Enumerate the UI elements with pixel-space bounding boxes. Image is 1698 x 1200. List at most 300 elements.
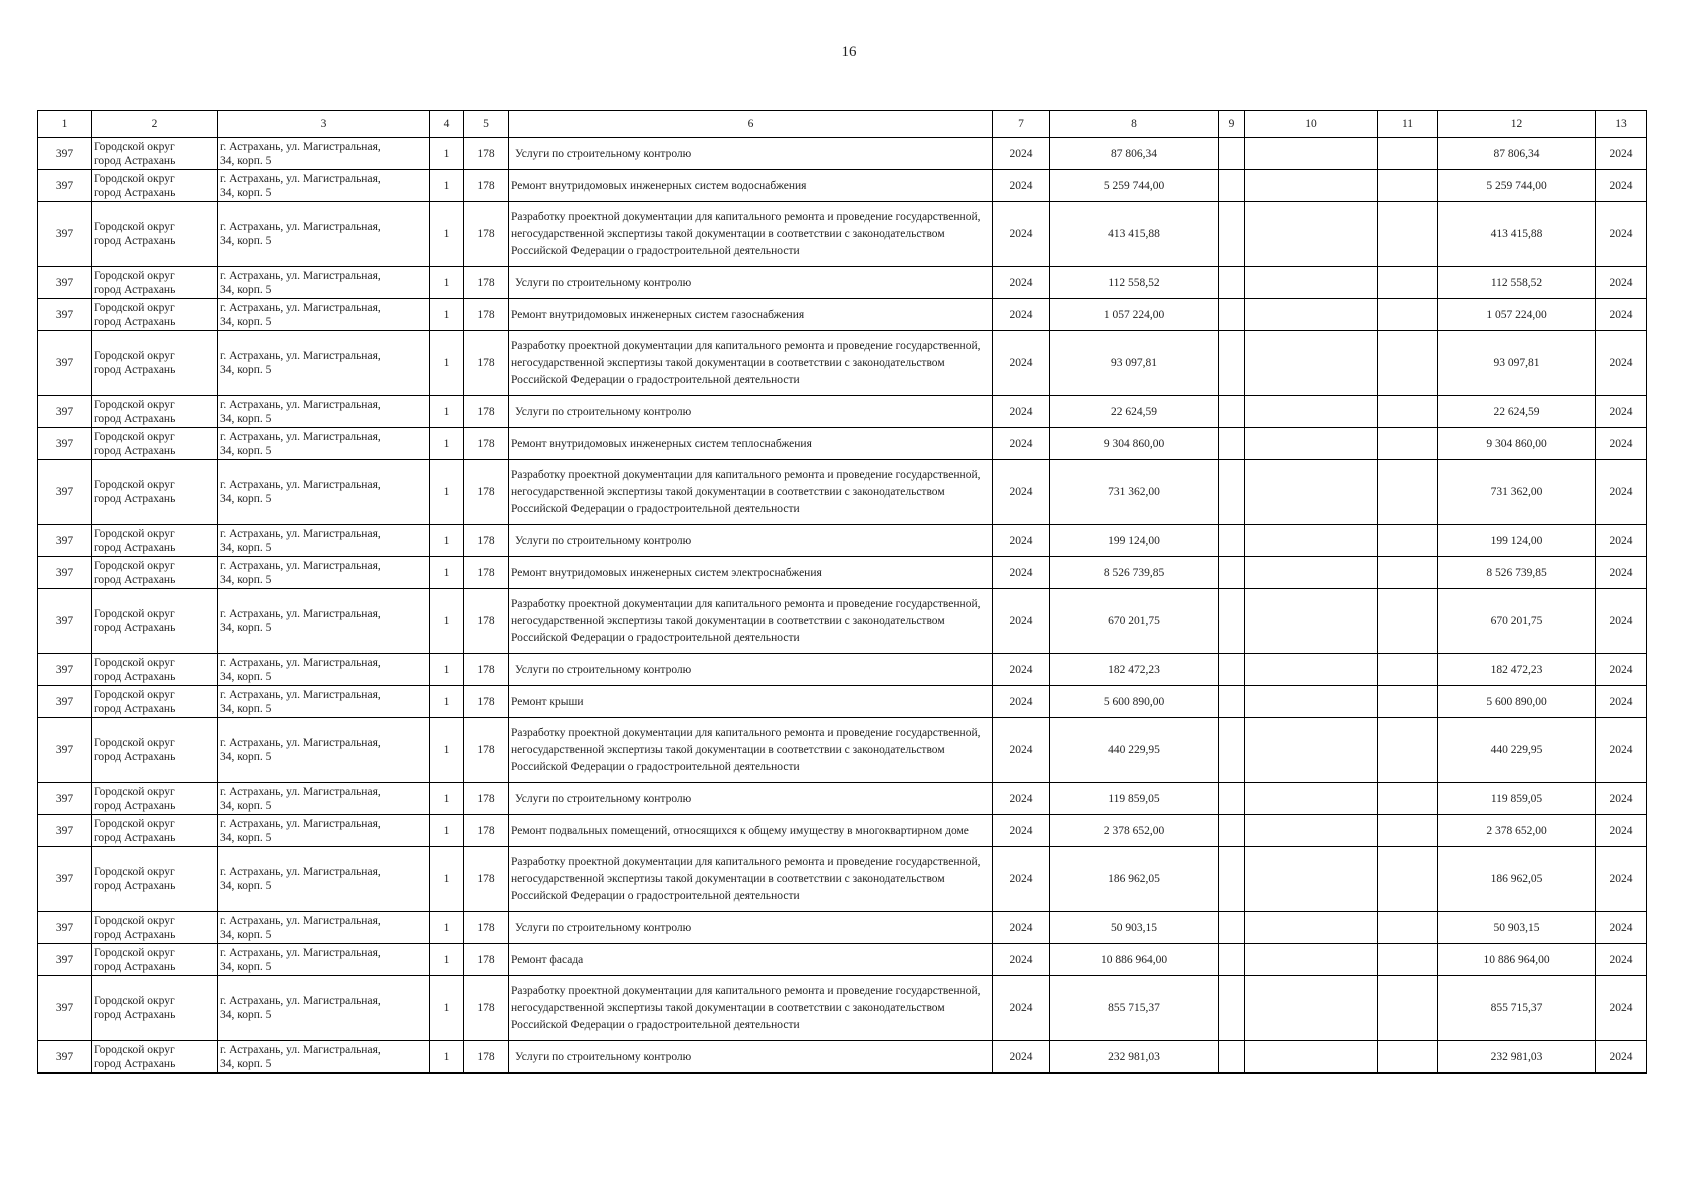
cell-address: г. Астрахань, ул. Магистральная, 34, корп. 5 [218,525,430,557]
cell-year: 2024 [993,267,1050,299]
cell-col-5: 178 [464,944,509,976]
cell-total: 87 806,34 [1438,138,1596,170]
cell-year: 2024 [993,299,1050,331]
cell-col-11 [1378,396,1438,428]
cell-col-10 [1245,557,1378,589]
cell-col-10 [1245,589,1378,654]
cell-work-description: Разработку проектной документации для капитального ремонта и проведение государственной, негосударственной экспертизы такой документации в соответствии с законодательством Российской Федерации о градостроительной деятельности [509,718,993,783]
cell-col-5: 178 [464,783,509,815]
cell-col-5: 178 [464,976,509,1041]
cell-col-10 [1245,396,1378,428]
cell-col-9 [1219,557,1245,589]
cell-col-9 [1219,976,1245,1041]
cell-col-5: 178 [464,557,509,589]
cell-col-11 [1378,299,1438,331]
cell-total: 440 229,95 [1438,718,1596,783]
cell-year: 2024 [993,557,1050,589]
cell-col-10 [1245,686,1378,718]
table-row [38,267,1647,299]
cell-col-4: 1 [430,138,464,170]
cell-end-year: 2024 [1596,202,1647,267]
cell-municipality: Городской округ город Астрахань [92,1041,218,1074]
cell-total: 186 962,05 [1438,847,1596,912]
cell-col-4: 1 [430,331,464,396]
cell-col-10 [1245,847,1378,912]
cell-end-year: 2024 [1596,944,1647,976]
cell-amount: 855 715,37 [1050,976,1219,1041]
cell-col-10 [1245,299,1378,331]
cell-end-year: 2024 [1596,428,1647,460]
cell-row-number: 397 [38,299,92,331]
cell-col-11 [1378,138,1438,170]
cell-municipality: Городской округ город Астрахань [92,202,218,267]
cell-col-5: 178 [464,654,509,686]
cell-col-5: 178 [464,912,509,944]
cell-work-description: Услуги по строительному контролю [509,783,993,815]
cell-col-9 [1219,654,1245,686]
cell-col-9 [1219,944,1245,976]
cell-year: 2024 [993,654,1050,686]
cell-total: 9 304 860,00 [1438,428,1596,460]
cell-col-10 [1245,170,1378,202]
cell-col-9 [1219,912,1245,944]
cell-total: 232 981,03 [1438,1041,1596,1074]
cell-col-11 [1378,783,1438,815]
cell-col-9 [1219,428,1245,460]
cell-year: 2024 [993,331,1050,396]
cell-address: г. Астрахань, ул. Магистральная, 34, корп. 5 [218,944,430,976]
cell-col-10 [1245,525,1378,557]
cell-col-10 [1245,783,1378,815]
cell-col-4: 1 [430,525,464,557]
cell-address: г. Астрахань, ул. Магистральная, 34, корп. 5 [218,202,430,267]
cell-col-5: 178 [464,331,509,396]
cell-end-year: 2024 [1596,718,1647,783]
cell-total: 22 624,59 [1438,396,1596,428]
cell-col-5: 178 [464,202,509,267]
cell-col-9 [1219,815,1245,847]
cell-total: 8 526 739,85 [1438,557,1596,589]
cell-work-description: Ремонт фасада [509,944,993,976]
cell-row-number: 397 [38,815,92,847]
table-row [38,138,1647,170]
cell-col-11 [1378,267,1438,299]
cell-col-10 [1245,460,1378,525]
cell-row-number: 397 [38,525,92,557]
cell-amount: 670 201,75 [1050,589,1219,654]
cell-work-description: Разработку проектной документации для капитального ремонта и проведение государственной, негосударственной экспертизы такой документации в соответствии с законодательством Российской Федерации о градостроительной деятельности [509,331,993,396]
cell-end-year: 2024 [1596,460,1647,525]
cell-end-year: 2024 [1596,686,1647,718]
header-col-4: 4 [430,111,464,138]
cell-col-4: 1 [430,718,464,783]
cell-work-description: Разработку проектной документации для капитального ремонта и проведение государственной, негосударственной экспертизы такой документации в соответствии с законодательством Российской Федерации о градостроительной деятельности [509,202,993,267]
cell-work-description: Ремонт внутридомовых инженерных систем водоснабжения [509,170,993,202]
page-number: 16 [841,44,857,60]
cell-amount: 22 624,59 [1050,396,1219,428]
cell-end-year: 2024 [1596,783,1647,815]
table-row [38,202,1647,267]
cell-col-9 [1219,396,1245,428]
cell-col-11 [1378,686,1438,718]
cell-work-description: Ремонт подвальных помещений, относящихся к общему имуществу в многоквартирном доме [509,815,993,847]
cell-work-description: Услуги по строительному контролю [509,267,993,299]
cell-total: 182 472,23 [1438,654,1596,686]
cell-amount: 5 600 890,00 [1050,686,1219,718]
cell-col-5: 178 [464,170,509,202]
cell-col-4: 1 [430,299,464,331]
cell-col-10 [1245,202,1378,267]
cell-total: 731 362,00 [1438,460,1596,525]
cell-amount: 112 558,52 [1050,267,1219,299]
cell-municipality: Городской округ город Астрахань [92,718,218,783]
cell-col-9 [1219,525,1245,557]
cell-work-description: Разработку проектной документации для капитального ремонта и проведение государственной, негосударственной экспертизы такой документации в соответствии с законодательством Российской Федерации о градостроительной деятельности [509,589,993,654]
cell-col-9 [1219,718,1245,783]
header-row [38,111,1647,138]
cell-col-10 [1245,815,1378,847]
table-row [38,525,1647,557]
cell-end-year: 2024 [1596,525,1647,557]
cell-col-9 [1219,170,1245,202]
cell-end-year: 2024 [1596,654,1647,686]
cell-work-description: Ремонт внутридомовых инженерных систем теплоснабжения [509,428,993,460]
cell-municipality: Городской округ город Астрахань [92,428,218,460]
cell-col-4: 1 [430,686,464,718]
cell-address: г. Астрахань, ул. Магистральная, 34, корп. 5 [218,912,430,944]
cell-col-5: 178 [464,589,509,654]
cell-end-year: 2024 [1596,1041,1647,1074]
cell-year: 2024 [993,912,1050,944]
cell-amount: 199 124,00 [1050,525,1219,557]
cell-col-11 [1378,815,1438,847]
header-col-3: 3 [218,111,430,138]
table-row [38,944,1647,976]
cell-row-number: 397 [38,944,92,976]
cell-year: 2024 [993,396,1050,428]
table-row [38,428,1647,460]
cell-col-11 [1378,847,1438,912]
cell-municipality: Городской округ город Астрахань [92,976,218,1041]
cell-col-10 [1245,718,1378,783]
cell-col-10 [1245,944,1378,976]
header-col-5: 5 [464,111,509,138]
header-col-9: 9 [1219,111,1245,138]
cell-row-number: 397 [38,718,92,783]
cell-municipality: Городской округ город Астрахань [92,589,218,654]
cell-address: г. Астрахань, ул. Магистральная, 34, корп. 5 [218,557,430,589]
cell-end-year: 2024 [1596,912,1647,944]
cell-amount: 8 526 739,85 [1050,557,1219,589]
cell-col-4: 1 [430,654,464,686]
cell-work-description: Ремонт внутридомовых инженерных систем электроснабжения [509,557,993,589]
cell-amount: 50 903,15 [1050,912,1219,944]
cell-work-description: Разработку проектной документации для капитального ремонта и проведение государственной, негосударственной экспертизы такой документации в соответствии с законодательством Российской Федерации о градостроительной деятельности [509,976,993,1041]
cell-col-11 [1378,589,1438,654]
cell-year: 2024 [993,847,1050,912]
cell-amount: 119 859,05 [1050,783,1219,815]
cell-year: 2024 [993,944,1050,976]
cell-address: г. Астрахань, ул. Магистральная, 34, корп. 5 [218,815,430,847]
table-row [38,170,1647,202]
cell-total: 5 600 890,00 [1438,686,1596,718]
cell-address: г. Астрахань, ул. Магистральная, 34, корп. 5 [218,976,430,1041]
cell-year: 2024 [993,138,1050,170]
cell-amount: 9 304 860,00 [1050,428,1219,460]
table-row [38,557,1647,589]
cell-total: 5 259 744,00 [1438,170,1596,202]
cell-col-11 [1378,331,1438,396]
cell-col-4: 1 [430,170,464,202]
cell-amount: 186 962,05 [1050,847,1219,912]
header-col-12: 12 [1438,111,1596,138]
cell-end-year: 2024 [1596,138,1647,170]
table-row [38,654,1647,686]
cell-year: 2024 [993,718,1050,783]
cell-end-year: 2024 [1596,267,1647,299]
cell-year: 2024 [993,976,1050,1041]
table-row [38,299,1647,331]
cell-amount: 2 378 652,00 [1050,815,1219,847]
cell-year: 2024 [993,1041,1050,1074]
cell-col-11 [1378,976,1438,1041]
cell-address: г. Астрахань, ул. Магистральная, 34, корп. 5 [218,299,430,331]
cell-col-5: 178 [464,138,509,170]
cell-col-11 [1378,460,1438,525]
cell-year: 2024 [993,460,1050,525]
cell-municipality: Городской округ город Астрахань [92,815,218,847]
cell-address: г. Астрахань, ул. Магистральная, 34, корп. 5 [218,1041,430,1074]
cell-row-number: 397 [38,976,92,1041]
cell-col-11 [1378,428,1438,460]
cell-col-5: 178 [464,847,509,912]
cell-address: г. Астрахань, ул. Магистральная, 34, корп. 5 [218,718,430,783]
cell-end-year: 2024 [1596,557,1647,589]
cell-work-description: Услуги по строительному контролю [509,525,993,557]
cell-row-number: 397 [38,847,92,912]
cell-total: 50 903,15 [1438,912,1596,944]
cell-col-9 [1219,589,1245,654]
cell-amount: 1 057 224,00 [1050,299,1219,331]
cell-col-9 [1219,783,1245,815]
table-row [38,783,1647,815]
cell-row-number: 397 [38,202,92,267]
cell-work-description: Ремонт крыши [509,686,993,718]
cell-col-4: 1 [430,202,464,267]
cell-col-4: 1 [430,460,464,525]
cell-col-10 [1245,976,1378,1041]
cell-end-year: 2024 [1596,299,1647,331]
cell-year: 2024 [993,783,1050,815]
cell-amount: 93 097,81 [1050,331,1219,396]
cell-col-5: 178 [464,299,509,331]
cell-address: г. Астрахань, ул. Магистральная, 34, корп. 5 [218,396,430,428]
cell-year: 2024 [993,170,1050,202]
cell-work-description: Услуги по строительному контролю [509,1041,993,1074]
table-body [38,138,1647,1074]
cell-col-4: 1 [430,847,464,912]
cell-work-description: Услуги по строительному контролю [509,654,993,686]
table-row [38,976,1647,1041]
cell-col-5: 178 [464,1041,509,1074]
cell-municipality: Городской округ город Астрахань [92,525,218,557]
cell-address: г. Астрахань, ул. Магистральная, 34, корп. 5 [218,138,430,170]
cell-col-9 [1219,267,1245,299]
cell-address: г. Астрахань, ул. Магистральная, 34, корп. 5 [218,170,430,202]
cell-col-11 [1378,718,1438,783]
cell-col-4: 1 [430,783,464,815]
cell-col-4: 1 [430,557,464,589]
table-row [38,331,1647,396]
capital-repair-table [37,110,1647,1074]
cell-municipality: Городской округ город Астрахань [92,557,218,589]
cell-work-description: Ремонт внутридомовых инженерных систем газоснабжения [509,299,993,331]
cell-col-11 [1378,912,1438,944]
cell-row-number: 397 [38,589,92,654]
cell-col-10 [1245,267,1378,299]
cell-address: г. Астрахань, ул. Магистральная, 34, корп. 5 [218,331,430,396]
cell-col-10 [1245,1041,1378,1074]
cell-municipality: Городской округ город Астрахань [92,686,218,718]
cell-municipality: Городской округ город Астрахань [92,299,218,331]
header-col-1: 1 [38,111,92,138]
cell-work-description: Разработку проектной документации для капитального ремонта и проведение государственной, негосударственной экспертизы такой документации в соответствии с законодательством Российской Федерации о градостроительной деятельности [509,847,993,912]
cell-col-4: 1 [430,944,464,976]
cell-col-11 [1378,170,1438,202]
cell-amount: 182 472,23 [1050,654,1219,686]
cell-col-5: 178 [464,267,509,299]
cell-total: 112 558,52 [1438,267,1596,299]
cell-col-11 [1378,1041,1438,1074]
cell-col-9 [1219,847,1245,912]
cell-municipality: Городской округ город Астрахань [92,460,218,525]
cell-amount: 731 362,00 [1050,460,1219,525]
cell-total: 199 124,00 [1438,525,1596,557]
cell-col-4: 1 [430,396,464,428]
cell-end-year: 2024 [1596,847,1647,912]
cell-col-11 [1378,202,1438,267]
cell-end-year: 2024 [1596,331,1647,396]
table-header [38,111,1647,138]
cell-col-10 [1245,912,1378,944]
cell-col-4: 1 [430,912,464,944]
cell-col-11 [1378,525,1438,557]
cell-row-number: 397 [38,557,92,589]
cell-address: г. Астрахань, ул. Магистральная, 34, корп. 5 [218,654,430,686]
cell-end-year: 2024 [1596,170,1647,202]
header-col-11: 11 [1378,111,1438,138]
cell-row-number: 397 [38,460,92,525]
cell-row-number: 397 [38,331,92,396]
cell-col-5: 178 [464,815,509,847]
table-row [38,847,1647,912]
cell-row-number: 397 [38,686,92,718]
cell-row-number: 397 [38,1041,92,1074]
cell-col-9 [1219,460,1245,525]
header-col-6: 6 [509,111,993,138]
cell-municipality: Городской округ город Астрахань [92,331,218,396]
table-row [38,686,1647,718]
cell-address: г. Астрахань, ул. Магистральная, 34, корп. 5 [218,783,430,815]
cell-total: 93 097,81 [1438,331,1596,396]
cell-col-10 [1245,654,1378,686]
cell-end-year: 2024 [1596,976,1647,1041]
cell-work-description: Разработку проектной документации для капитального ремонта и проведение государственной, негосударственной экспертизы такой документации в соответствии с законодательством Российской Федерации о градостроительной деятельности [509,460,993,525]
cell-year: 2024 [993,686,1050,718]
cell-col-5: 178 [464,718,509,783]
cell-total: 1 057 224,00 [1438,299,1596,331]
header-col-2: 2 [92,111,218,138]
cell-year: 2024 [993,815,1050,847]
cell-total: 413 415,88 [1438,202,1596,267]
cell-row-number: 397 [38,654,92,686]
cell-work-description: Услуги по строительному контролю [509,138,993,170]
cell-col-4: 1 [430,815,464,847]
cell-municipality: Городской округ город Астрахань [92,396,218,428]
header-col-13: 13 [1596,111,1647,138]
cell-col-4: 1 [430,589,464,654]
cell-col-5: 178 [464,396,509,428]
cell-col-4: 1 [430,267,464,299]
cell-total: 855 715,37 [1438,976,1596,1041]
cell-amount: 232 981,03 [1050,1041,1219,1074]
cell-amount: 440 229,95 [1050,718,1219,783]
cell-col-4: 1 [430,976,464,1041]
table-row [38,718,1647,783]
table-row [38,815,1647,847]
table-row [38,460,1647,525]
cell-col-5: 178 [464,525,509,557]
cell-municipality: Городской округ город Астрахань [92,847,218,912]
cell-municipality: Городской округ город Астрахань [92,912,218,944]
cell-amount: 5 259 744,00 [1050,170,1219,202]
cell-municipality: Городской округ город Астрахань [92,267,218,299]
cell-municipality: Городской округ город Астрахань [92,944,218,976]
cell-end-year: 2024 [1596,589,1647,654]
table-row [38,912,1647,944]
cell-col-10 [1245,138,1378,170]
cell-address: г. Астрахань, ул. Магистральная, 34, корп. 5 [218,686,430,718]
cell-row-number: 397 [38,170,92,202]
table-row [38,396,1647,428]
cell-col-4: 1 [430,1041,464,1074]
cell-col-11 [1378,654,1438,686]
cell-col-9 [1219,686,1245,718]
header-col-10: 10 [1245,111,1378,138]
cell-year: 2024 [993,589,1050,654]
cell-total: 670 201,75 [1438,589,1596,654]
cell-municipality: Городской округ город Астрахань [92,138,218,170]
table-row [38,589,1647,654]
header-col-7: 7 [993,111,1050,138]
cell-address: г. Астрахань, ул. Магистральная, 34, корп. 5 [218,267,430,299]
cell-row-number: 397 [38,428,92,460]
cell-row-number: 397 [38,783,92,815]
cell-col-10 [1245,331,1378,396]
cell-year: 2024 [993,428,1050,460]
cell-row-number: 397 [38,267,92,299]
cell-col-9 [1219,138,1245,170]
cell-col-5: 178 [464,460,509,525]
cell-col-9 [1219,202,1245,267]
cell-year: 2024 [993,525,1050,557]
cell-end-year: 2024 [1596,396,1647,428]
cell-col-9 [1219,331,1245,396]
cell-col-9 [1219,299,1245,331]
table-row [38,1041,1647,1074]
cell-total: 2 378 652,00 [1438,815,1596,847]
cell-amount: 413 415,88 [1050,202,1219,267]
